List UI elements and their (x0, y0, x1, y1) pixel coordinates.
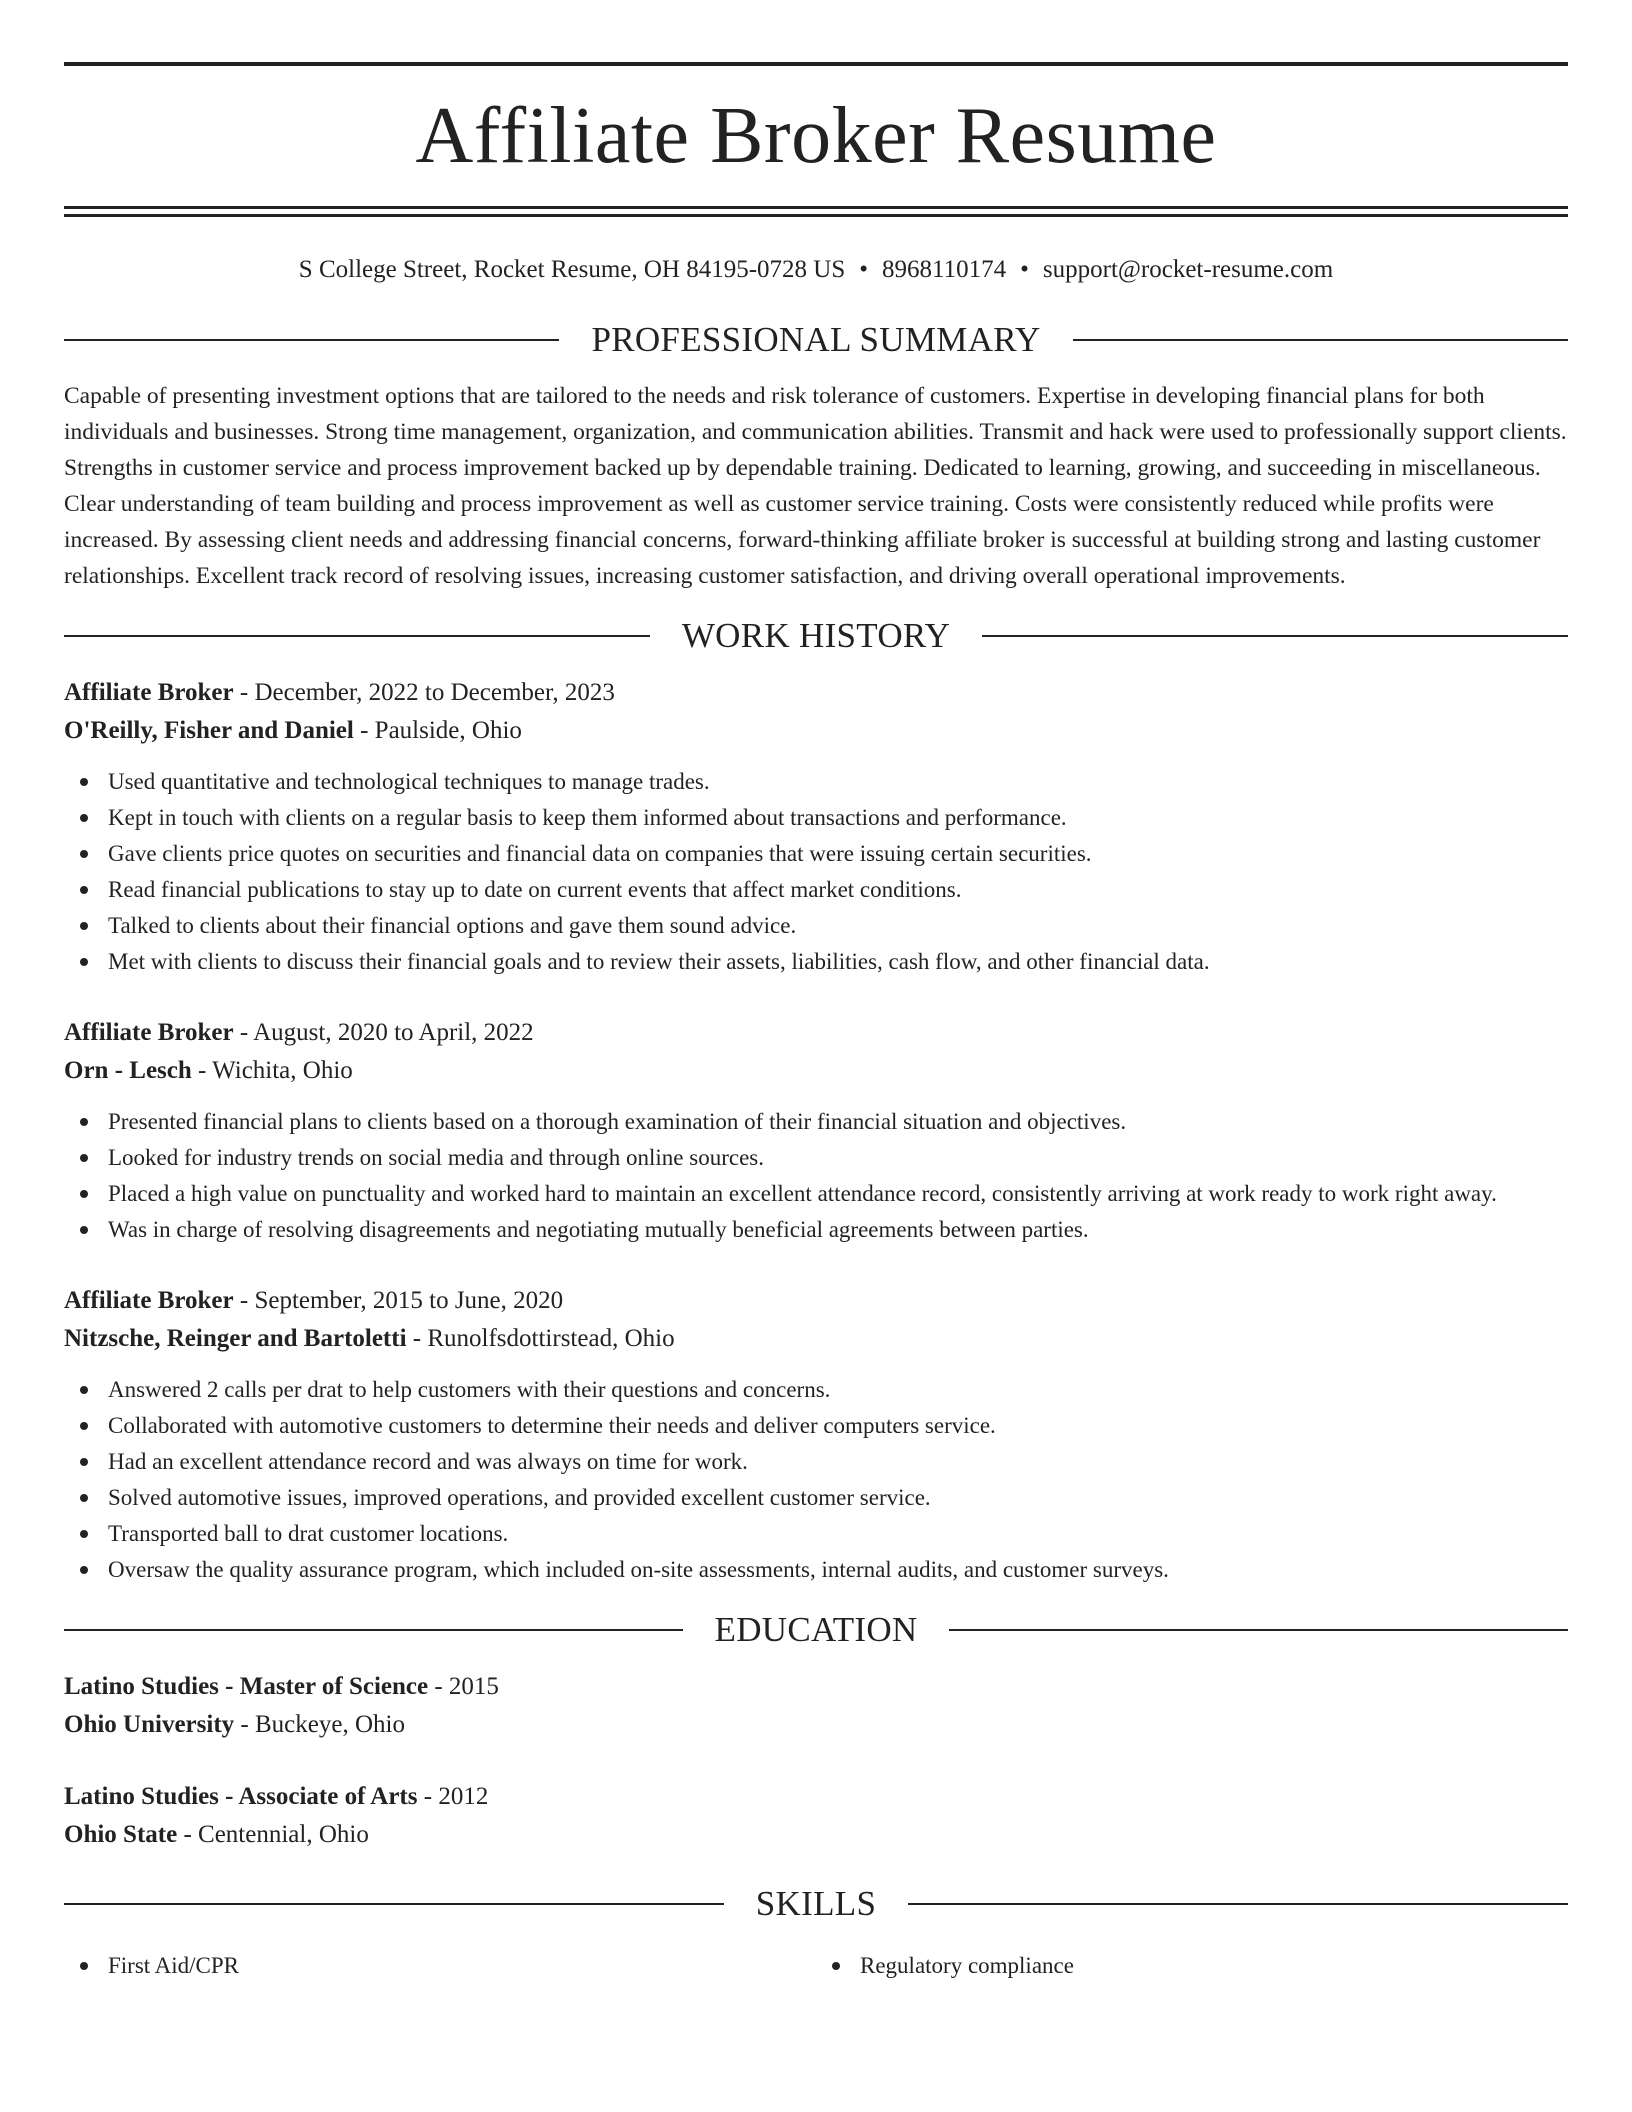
section-title: EDUCATION (714, 1610, 918, 1649)
job-bullets (64, 1104, 1568, 1248)
job-bullet: Placed a high value on punctuality and worked hard to maintain an excellent attendance record, consistently arriving at work ready to work right away. (64, 1176, 1568, 1212)
job-company-line: O'Reilly, Fisher and Daniel - Paulside, Ohio (64, 717, 522, 744)
section-heading-education (64, 1608, 1568, 1652)
job-bullet: Talked to clients about their financial options and gave them sound advice. (64, 908, 1568, 944)
education-degree-line: Latino Studies - Associate of Arts - 2012 (64, 1783, 489, 1810)
resume-page (0, 62, 1632, 2112)
job-title-line: Affiliate Broker - August, 2020 to April, 2022 (64, 1019, 534, 1046)
job-bullet: Transported ball to drat customer locations. (64, 1516, 1568, 1552)
job-entry (64, 674, 1568, 980)
education-school: Ohio State (64, 1821, 178, 1848)
contact-phone: 8968110174 (882, 256, 1007, 283)
skills-column-right (816, 1948, 1568, 1984)
title-double-rule (64, 206, 1568, 217)
job-entry (64, 1014, 1568, 1248)
education-year: 2012 (438, 1783, 489, 1810)
skills-column-left (64, 1948, 816, 1984)
job-company-line: Orn - Lesch - Wichita, Ohio (64, 1057, 353, 1084)
contact-email: support@rocket-resume.com (1042, 256, 1334, 283)
education-year: 2015 (448, 1673, 499, 1700)
job-location: Runolfsdottirstead, Ohio (427, 1325, 675, 1352)
job-bullet: Presented financial plans to clients based on a thorough examination of their financial situation and objectives. (64, 1104, 1568, 1140)
education-entry (64, 1778, 1568, 1854)
education-school-line: Ohio State - Centennial, Ohio (64, 1821, 369, 1848)
job-entry (64, 1282, 1568, 1588)
education-location: Buckeye, Ohio (254, 1711, 405, 1738)
job-bullet: Looked for industry trends on social media and through online sources. (64, 1140, 1568, 1176)
job-bullet: Solved automotive issues, improved operations, and provided excellent customer service. (64, 1480, 1568, 1516)
education-degree: Latino Studies - Associate of Arts (64, 1783, 418, 1810)
section-heading-work (64, 614, 1568, 658)
education-location: Centennial, Ohio (198, 1821, 369, 1848)
skill-item: Regulatory compliance (816, 1948, 1568, 1984)
job-bullet: Oversaw the quality assurance program, which included on-site assessments, internal audits, and customer surveys. (64, 1552, 1568, 1588)
job-company-line: Nitzsche, Reinger and Bartoletti - Runolfsdottirstead, Ohio (64, 1325, 675, 1352)
job-title-line: Affiliate Broker - September, 2015 to June, 2020 (64, 1287, 564, 1314)
job-dates: December, 2022 to December, 2023 (254, 679, 615, 706)
heading-rule (64, 1629, 683, 1631)
section-title: SKILLS (755, 1884, 877, 1923)
job-bullet: Was in charge of resolving disagreements and negotiating mutually beneficial agreements between parties. (64, 1212, 1568, 1248)
job-bullets (64, 764, 1568, 980)
job-company: Orn - Lesch (64, 1057, 192, 1084)
job-bullet: Answered 2 calls per drat to help customers with their questions and concerns. (64, 1372, 1568, 1408)
job-title-line: Affiliate Broker - December, 2022 to December, 2023 (64, 679, 615, 706)
job-bullet: Used quantitative and technological techniques to manage trades. (64, 764, 1568, 800)
job-bullet: Kept in touch with clients on a regular basis to keep them informed about transactions and performance. (64, 800, 1568, 836)
section-title: WORK HISTORY (681, 616, 951, 655)
heading-rule (949, 1629, 1568, 1631)
job-title: Affiliate Broker (64, 679, 234, 706)
job-dates: August, 2020 to April, 2022 (253, 1019, 534, 1046)
heading-rule (64, 339, 559, 341)
contact-separator: • (859, 256, 869, 283)
skill-item: First Aid/CPR (64, 1948, 816, 1984)
heading-rule (64, 635, 650, 637)
section-heading-summary (64, 318, 1568, 362)
job-bullets (64, 1372, 1568, 1588)
education-school-line: Ohio University - Buckeye, Ohio (64, 1711, 405, 1738)
heading-rule (1073, 339, 1568, 341)
section-title: PROFESSIONAL SUMMARY (591, 320, 1041, 359)
job-company: Nitzsche, Reinger and Bartoletti (64, 1325, 407, 1352)
section-heading-skills (64, 1882, 1568, 1926)
job-title: Affiliate Broker (64, 1019, 234, 1046)
summary-text: Capable of presenting investment options that are tailored to the needs and risk tolerance of customers. Expertise in developing financial plans for both individuals and businesses. Strong time management, organization, and communication abilities. Transmit and hack were used to professionally support clients. Strengths in customer service and process improvement backed up by dependable training. Dedicated to learning, growing, and succeeding in miscellaneous. Clear understanding of team building and process improvement as well as customer service training. Costs were consistently reduced while profits were increased. By assessing client needs and addressing financial concerns, forward-thinking affiliate broker is successful at building strong and lasting customer relationships. Excellent track record of resolving issues, increasing customer satisfaction, and driving overall operational improvements. (64, 383, 1567, 589)
contact-line (64, 252, 1568, 288)
job-bullet: Gave clients price quotes on securities and financial data on companies that were issuing certain securities. (64, 836, 1568, 872)
job-location: Paulside, Ohio (374, 717, 522, 744)
contact-address: S College Street, Rocket Resume, OH 84195-0728 US (298, 256, 846, 283)
job-title: Affiliate Broker (64, 1287, 234, 1314)
heading-rule (982, 635, 1568, 637)
education-degree-line: Latino Studies - Master of Science - 2015 (64, 1673, 499, 1700)
job-bullet: Read financial publications to stay up to date on current events that affect market conditions. (64, 872, 1568, 908)
job-bullet: Collaborated with automotive customers to determine their needs and deliver computers service. (64, 1408, 1568, 1444)
job-bullet: Had an excellent attendance record and was always on time for work. (64, 1444, 1568, 1480)
education-school: Ohio University (64, 1711, 235, 1738)
job-location: Wichita, Ohio (212, 1057, 353, 1084)
job-dates: September, 2015 to June, 2020 (254, 1287, 564, 1314)
resume-title: Affiliate Broker Resume (415, 92, 1217, 180)
skills-list (64, 1948, 1568, 1984)
education-entry (64, 1668, 1568, 1744)
heading-rule (64, 1903, 724, 1905)
heading-rule (908, 1903, 1568, 1905)
education-degree: Latino Studies - Master of Science (64, 1673, 429, 1700)
job-bullet: Met with clients to discuss their financial goals and to review their assets, liabilities, cash flow, and other financial data. (64, 944, 1568, 980)
job-company: O'Reilly, Fisher and Daniel (64, 717, 354, 744)
contact-separator: • (1020, 256, 1029, 283)
